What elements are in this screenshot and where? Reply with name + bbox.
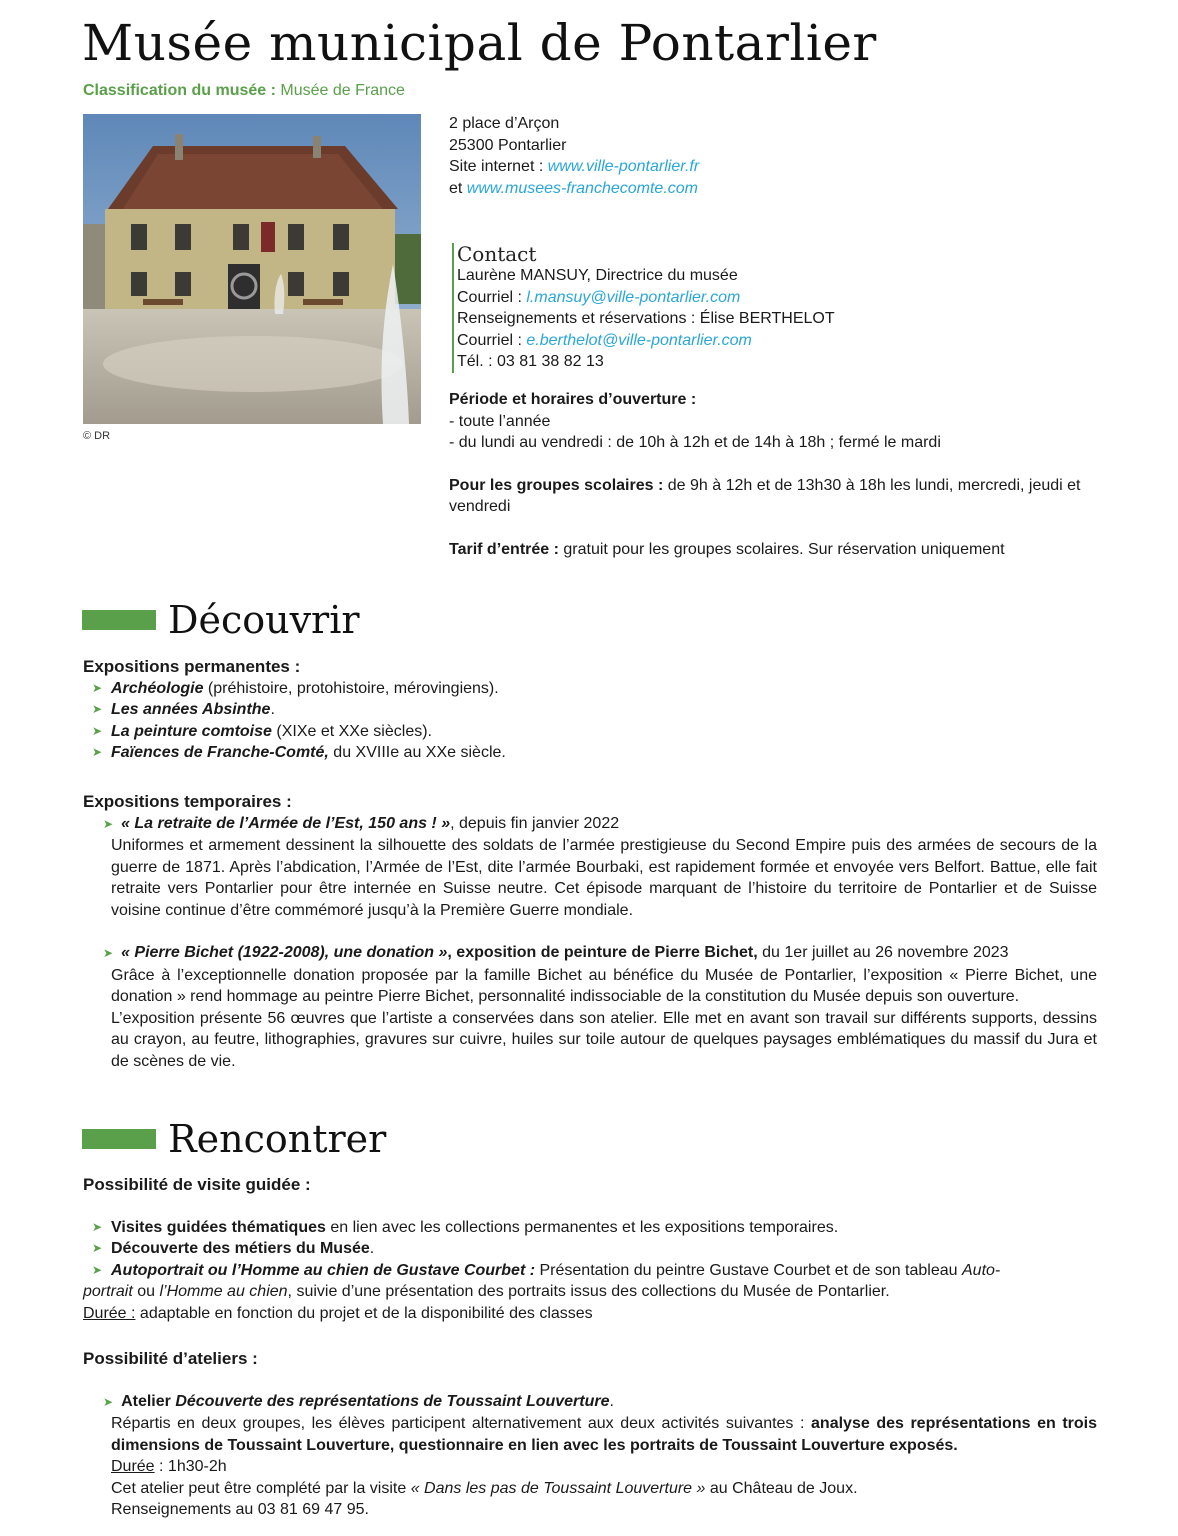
guided-visits <box>83 1174 1097 1324</box>
temp1-text: Uniformes et armement dessinent la silhouette des soldats de l’armée prestigieuse du Second Empire puis des armées de secours de la guerre de 1871. Après l’abdication, l’Armée de l’Est, dite l’armée Bourbaki, est rapidement formée et envoyée vers Belfort. Battue, elle fait retraite vers Pontarlier pour être internée en Suisse neutre. Cet épisode marquant de l’histoire du territoire de Pontarlier et de Suisse voisine continue d’être commémoré jusqu’à la Première Guerre mondiale. <box>111 837 1097 919</box>
arrow-icon: ➤ <box>92 1241 103 1255</box>
classification <box>83 82 405 100</box>
visit-heading: Possibilité de visite guidée : <box>83 1175 311 1194</box>
visit-item <box>92 1238 1097 1260</box>
visit3-or: ou <box>132 1283 160 1300</box>
temp2-title: « Pierre Bichet (1922-2008), une donation » <box>121 944 448 961</box>
arrow-icon: ➤ <box>92 680 103 695</box>
atelier-phone: Renseignements au 03 81 69 47 95. <box>111 1501 369 1518</box>
workshops <box>83 1348 1097 1521</box>
contact-person: Laurène MANSUY, Directrice du musée <box>457 267 738 284</box>
school-value: de 9h à 12h et de 13h30 à 18h les lundi, mercredi, jeudi et vendredi <box>449 476 1081 515</box>
atelier-dot: . <box>609 1392 614 1410</box>
arrow-icon: ➤ <box>103 816 114 831</box>
classification-label: Classification du musée : <box>83 82 276 99</box>
visit3-italic-2: portrait <box>83 1283 133 1300</box>
contact-phone: Tél. : 03 81 38 82 13 <box>457 353 604 370</box>
website-label: Site internet : <box>449 158 544 175</box>
section-decouvrir-heading <box>82 598 360 642</box>
perm-item <box>92 678 1097 700</box>
visit3-continued <box>83 1281 1097 1303</box>
perm-item <box>92 699 1097 721</box>
address-line1: 2 place d’Arçon <box>449 115 560 132</box>
website-line-2 <box>449 178 1129 200</box>
temp1-date: , depuis fin janvier 2022 <box>450 814 620 832</box>
perm-item <box>92 721 1097 743</box>
permanent-exhibitions <box>83 656 1097 764</box>
temp2-text-2: L’exposition présente 56 œuvres que l’artiste a conservées dans son atelier. Elle met en avant son travail sur différents supports, dessins au crayon, au feutre, lithographies, gravures sur cuivre, huiles sur toile autour de quelques paysages emblématiques du massif du Jura et de scènes de vie. <box>111 1009 1097 1070</box>
section-title-decouvrir: Découvrir <box>168 598 360 642</box>
visit3-rest-b: , suivie d’une présentation des portraits issus des collections du Musée de Pontarlier. <box>287 1283 890 1300</box>
atelier-complete <box>111 1478 1097 1500</box>
visit-item <box>92 1217 1097 1239</box>
temp1-title: « La retraite de l’Armée de l’Est, 150 ans ! » <box>121 814 451 832</box>
atelier-prefix: Atelier <box>121 1392 176 1410</box>
duration-value: adaptable en fonction du projet et de la disponibilité des classes <box>135 1304 593 1322</box>
school-label: Pour les groupes scolaires : <box>449 476 664 494</box>
temp-heading: Expositions temporaires : <box>83 792 292 811</box>
arrow-icon: ➤ <box>103 946 114 960</box>
photo-copyright: © DR <box>83 430 111 442</box>
contact-block <box>452 243 1137 373</box>
visit2-bold: Découverte des métiers du Musée <box>111 1240 370 1257</box>
visit3-rest-a: Présentation du peintre Gustave Courbet et de son tableau <box>535 1261 962 1279</box>
atelier-complete-b: au Château de Joux. <box>705 1479 858 1497</box>
visit-item <box>92 1260 1097 1282</box>
price-value: gratuit pour les groupes scolaires. Sur réservation uniquement <box>563 540 1005 558</box>
email-link-mansuy[interactable]: l.mansuy@ville-pontarlier.com <box>526 288 741 306</box>
visit3-bold: Autoportrait ou l’Homme au chien de Gustave Courbet : <box>111 1261 536 1279</box>
price-label: Tarif d’entrée : <box>449 540 559 558</box>
perm-item-rest: (préhistoire, protohistoire, mérovingiens). <box>203 679 499 697</box>
classification-value: Musée de France <box>280 82 405 99</box>
address-block <box>449 113 1129 199</box>
email-label: Courriel : <box>457 288 522 306</box>
section-title-rencontrer: Rencontrer <box>168 1117 387 1161</box>
temp2-sub: , exposition de peinture de Pierre Bichet, <box>447 944 758 961</box>
atelier-duration <box>111 1456 1097 1478</box>
contact-email-line-1 <box>457 287 1137 309</box>
perm-item-bold: Faïences de Franche-Comté, <box>111 744 329 761</box>
arrow-icon: ➤ <box>92 702 103 716</box>
page-title: Musée municipal de Pontarlier <box>82 14 877 72</box>
arrow-icon: ➤ <box>103 1394 114 1409</box>
perm-item-bold: Archéologie <box>111 679 204 697</box>
atelier-duration-label: Durée <box>111 1458 155 1475</box>
atelier-text-a: Répartis en deux groupes, les élèves participent alternativement aux deux activités suivantes : <box>111 1415 812 1432</box>
visit-duration <box>83 1303 1097 1325</box>
contact-info-line: Renseignements et réservations : Élise BERTHELOT <box>457 310 835 327</box>
perm-item <box>92 742 1097 764</box>
section-bar <box>82 1129 156 1149</box>
temp2-heading-line <box>103 942 1097 965</box>
atelier-complete-a: Cet atelier peut être complété par la visite <box>111 1479 411 1497</box>
atelier-heading: Possibilité d’ateliers : <box>83 1349 258 1368</box>
perm-item-bold: Les années Absinthe <box>111 701 271 718</box>
perm-item-bold: La peinture comtoise <box>111 722 272 740</box>
perm-item-rest: . <box>270 701 275 718</box>
arrow-icon: ➤ <box>92 745 103 759</box>
and-text: et <box>449 179 463 197</box>
address-line2: 25300 Pontarlier <box>449 136 567 154</box>
perm-heading: Expositions permanentes : <box>83 657 301 676</box>
visit3-italic-3: l’Homme au chien <box>159 1283 288 1300</box>
hours-block <box>449 389 1129 560</box>
perm-item-rest: (XIXe et XXe siècles). <box>271 722 432 740</box>
atelier-text-bold: analyse des représentations en trois dimensions de Toussaint Louverture, questionnaire en lien avec les portraits de Toussaint Louverture exposés. <box>111 1415 1097 1454</box>
period-line-1: - toute l’année <box>449 412 551 430</box>
atelier-duration-value: : 1h30-2h <box>154 1458 227 1475</box>
atelier-title: Découverte des représentations de Toussaint Louverture <box>175 1392 610 1410</box>
email-link-berthelot[interactable]: e.berthelot@ville-pontarlier.com <box>526 331 752 349</box>
arrow-icon: ➤ <box>92 1262 103 1277</box>
website-link-ville[interactable]: www.ville-pontarlier.fr <box>547 158 700 175</box>
perm-item-rest: du XVIIIe au XXe siècle. <box>328 744 506 761</box>
section-bar <box>82 610 156 630</box>
temp1-heading-line <box>103 813 1097 836</box>
visit1-bold: Visites guidées thématiques <box>111 1218 326 1236</box>
visit3-italic-1: Auto- <box>962 1261 1001 1279</box>
atelier-complete-italic: « Dans les pas de Toussaint Louverture » <box>410 1479 706 1497</box>
period-line-2: - du lundi au vendredi : de 10h à 12h et de 14h à 18h ; fermé le mardi <box>449 434 941 451</box>
atelier-title-line <box>103 1391 1097 1414</box>
atelier-text <box>111 1413 1097 1456</box>
museum-photo <box>83 114 421 424</box>
duration-label: Durée : <box>83 1304 136 1322</box>
temporary-exhibitions <box>83 791 1097 1072</box>
arrow-icon: ➤ <box>92 723 103 738</box>
website-line <box>449 156 1129 178</box>
email-label-2: Courriel : <box>457 331 522 349</box>
temp2-date: du 1er juillet au 26 novembre 2023 <box>757 944 1009 961</box>
visit2-rest: . <box>369 1240 375 1257</box>
temp2-text-1: Grâce à l’exceptionnelle donation proposée par la famille Bichet au bénéfice du Musée de Pontarlier, l’exposition « Pierre Bichet, une donation » rend hommage au peintre Pierre Bichet, personnalité indissociable de la constitution du Musée depuis son ouverture. <box>111 966 1097 1005</box>
arrow-icon: ➤ <box>92 1219 103 1234</box>
visit1-rest: en lien avec les collections permanentes et les expositions temporaires. <box>325 1218 839 1236</box>
website-link-musees[interactable]: www.musees-franchecomte.com <box>466 179 698 197</box>
period-label: Période et horaires d’ouverture : <box>449 391 697 408</box>
section-rencontrer-heading <box>82 1117 386 1161</box>
contact-title: Contact <box>457 242 537 266</box>
contact-email-line-2 <box>457 330 1137 352</box>
